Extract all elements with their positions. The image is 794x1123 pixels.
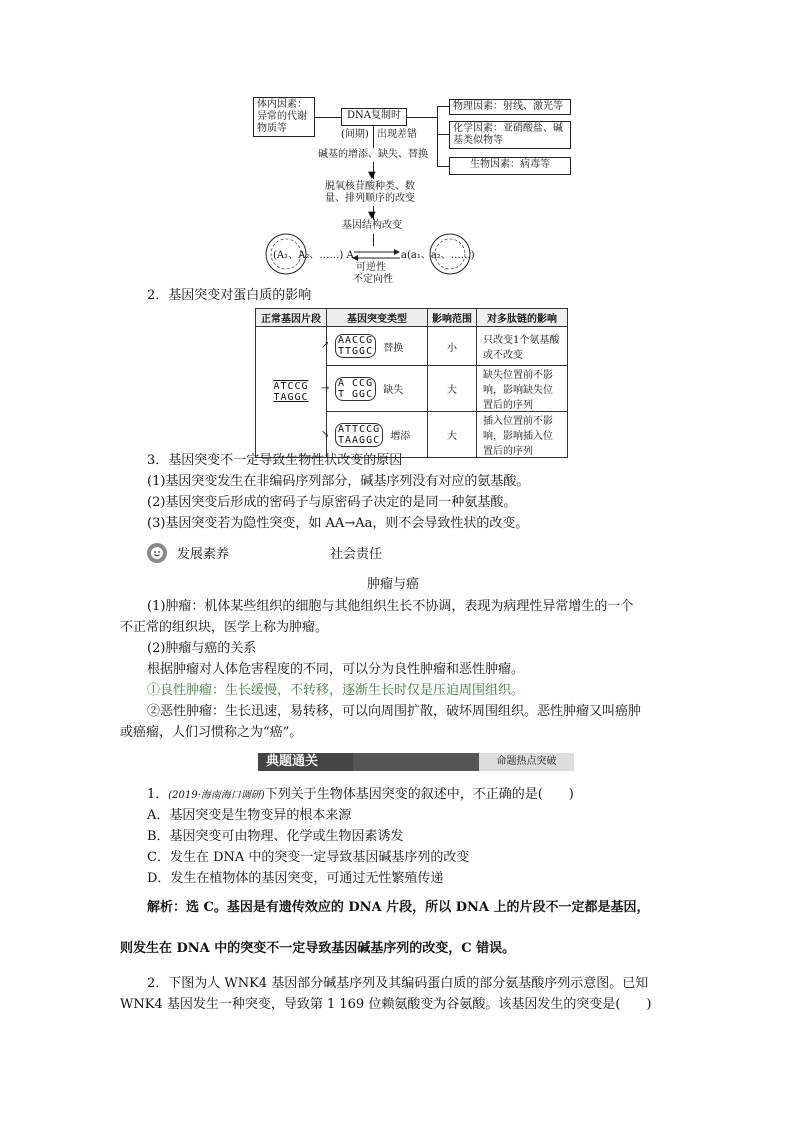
q2-stem: 2．下图为人 WNK4 基因部分碱基序列及其编码蛋白质的部分氨基酸序列示意图。已知 (147, 976, 649, 991)
step-nucleotide-change: 脱氧核苷酸种类、数量、排列顺序的改变 (325, 181, 415, 204)
mutation-type-cell: ↘ ATTCCG TAAGGC 增添 (327, 412, 428, 458)
range-cell: 大 (428, 366, 477, 412)
biological-factor-box: 生物因素：病毒等 (449, 157, 571, 175)
banner-title: 典题通关 (258, 753, 353, 771)
section3-item: (2)基因突变后形成的密码子与原密码子决定的是同一种氨基酸。 (147, 495, 517, 510)
effect-cell: 只改变1个氨基酸或不改变 (477, 327, 568, 366)
step-gene-structure: 基因结构改变 (342, 220, 402, 231)
banner-subtitle: 命题热点突破 (479, 753, 574, 771)
tumor-para: 或癌瘤，人们习惯称之为“癌”。 (120, 725, 303, 740)
reversible-label: 可逆性 (356, 262, 386, 273)
section-banner (258, 753, 574, 771)
arrow-icon: ↗ (321, 340, 330, 351)
dev-label: 发展素养 (177, 547, 230, 562)
range-cell: 小 (428, 327, 477, 366)
section3-item: (1)基因突变发生在非编码序列部分，碱基序列没有对应的氨基酸。 (147, 474, 530, 489)
q1-option: B．基因突变可由物理、化学或生物因素诱发 (147, 829, 404, 844)
internal-factor-box: 体内因素：异常的代谢物质等 (253, 97, 315, 137)
effect-cell: 缺失位置前不影响，影响缺失位置后的序列 (477, 366, 568, 412)
tumor-para: 不正常的组织块，医学上称为肿瘤。 (120, 620, 329, 635)
mutation-effect-table (255, 308, 568, 458)
tumor-para: (2)肿瘤与癌的关系 (147, 641, 257, 656)
q1-option: D．发生在植物体的基因突变，可通过无性繁殖传递 (147, 871, 444, 886)
effect-cell: 插入位置前不影响，影响插入位置后的序列 (477, 412, 568, 458)
q1-option: C．发生在 DNA 中的突变一定导致基因碱基序列的改变 (147, 850, 470, 865)
normal-gene-cell (256, 327, 330, 458)
q1-analysis: 解析：选 C。基因是有遗传效应的 DNA 片段，所以 DNA 上的片段不一定都是基因， (147, 900, 650, 915)
undirected-label: 不定向性 (353, 274, 393, 285)
tumor-title: 肿瘤与癌 (367, 577, 420, 592)
section3-title: 3．基因突变不一定导致生物性状改变的原因 (147, 453, 403, 468)
dev-tag: 社会责任 (330, 547, 383, 562)
q2-stem: WNK4 基因发生一种突变，导致第 1 169 位赖氨酸变为谷氨酸。该基因发生的突变是( ) (120, 997, 652, 1012)
mutation-type-cell: → A CCG T GGC 缺失 (327, 366, 428, 412)
tumor-para: ①良性肿瘤：生长缓慢，不转移，逐渐生长时仅是压迫周围组织。 (147, 683, 525, 698)
section3-item: (3)基因突变若为隐性突变，如 AA→Aa，则不会导致性状的改变。 (147, 516, 529, 531)
allele-left: (A₁、A₂、……) A (273, 250, 354, 261)
arrow-icon: ↘ (321, 428, 330, 440)
arrow-icon: → (321, 382, 330, 394)
table-header: 基因突变类型 (327, 309, 428, 327)
q1-analysis: 则发生在 DNA 中的突变不一定导致基因碱基序列的改变，C 错误。 (120, 941, 516, 956)
step-base-change: 碱基的增添、缺失、替换 (318, 149, 428, 160)
allele-right: a(a₁、a₂、……) (401, 250, 475, 261)
mutation-type-cell: ↗ AACCG TTGGC 替换 (327, 327, 428, 366)
down-arrow-icon: ▼ (368, 210, 376, 221)
table-header: 对多肽链的影响 (477, 309, 568, 327)
tumor-para: (1)肿瘤：机体某些组织的细胞与其他组织生长不协调，表现为病理性异常增生的一个 (147, 599, 634, 614)
sun-smile-icon (146, 542, 168, 564)
section2-title: 2．基因突变对蛋白质的影响 (147, 288, 312, 303)
table-header: 影响范围 (428, 309, 477, 327)
dna-replication-box: DNA复制时 (341, 108, 407, 126)
tumor-para: 根据肿瘤对人体危害程度的不同，可以分为良性肿瘤和恶性肿瘤。 (147, 662, 525, 677)
range-cell: 大 (428, 412, 477, 458)
chemical-factor-box: 化学因素：亚硝酸盐、碱基类似物等 (449, 121, 571, 149)
down-arrow-icon: ▼ (368, 170, 376, 181)
normal-top-strand: ATCCG (273, 381, 309, 392)
physical-factor-box: 物理因素：射线、激光等 (449, 99, 571, 115)
table-header: 正常基因片段 (256, 309, 327, 327)
interphase-label: (间期) (341, 129, 369, 140)
error-label: 出现差错 (377, 129, 417, 140)
q1-stem: 1．(2019·海南海口调研)下列关于生物体基因突变的叙述中，不正确的是( ) (147, 787, 574, 802)
q1-option: A．基因突变是生物变异的根本来源 (147, 808, 352, 823)
normal-bottom-strand: TAGGC (273, 392, 309, 403)
tumor-para: ②恶性肿瘤：生长迅速，易转移，可以向周围扩散，破坏周围组织。恶性肿瘤又叫癌肿 (147, 704, 642, 719)
